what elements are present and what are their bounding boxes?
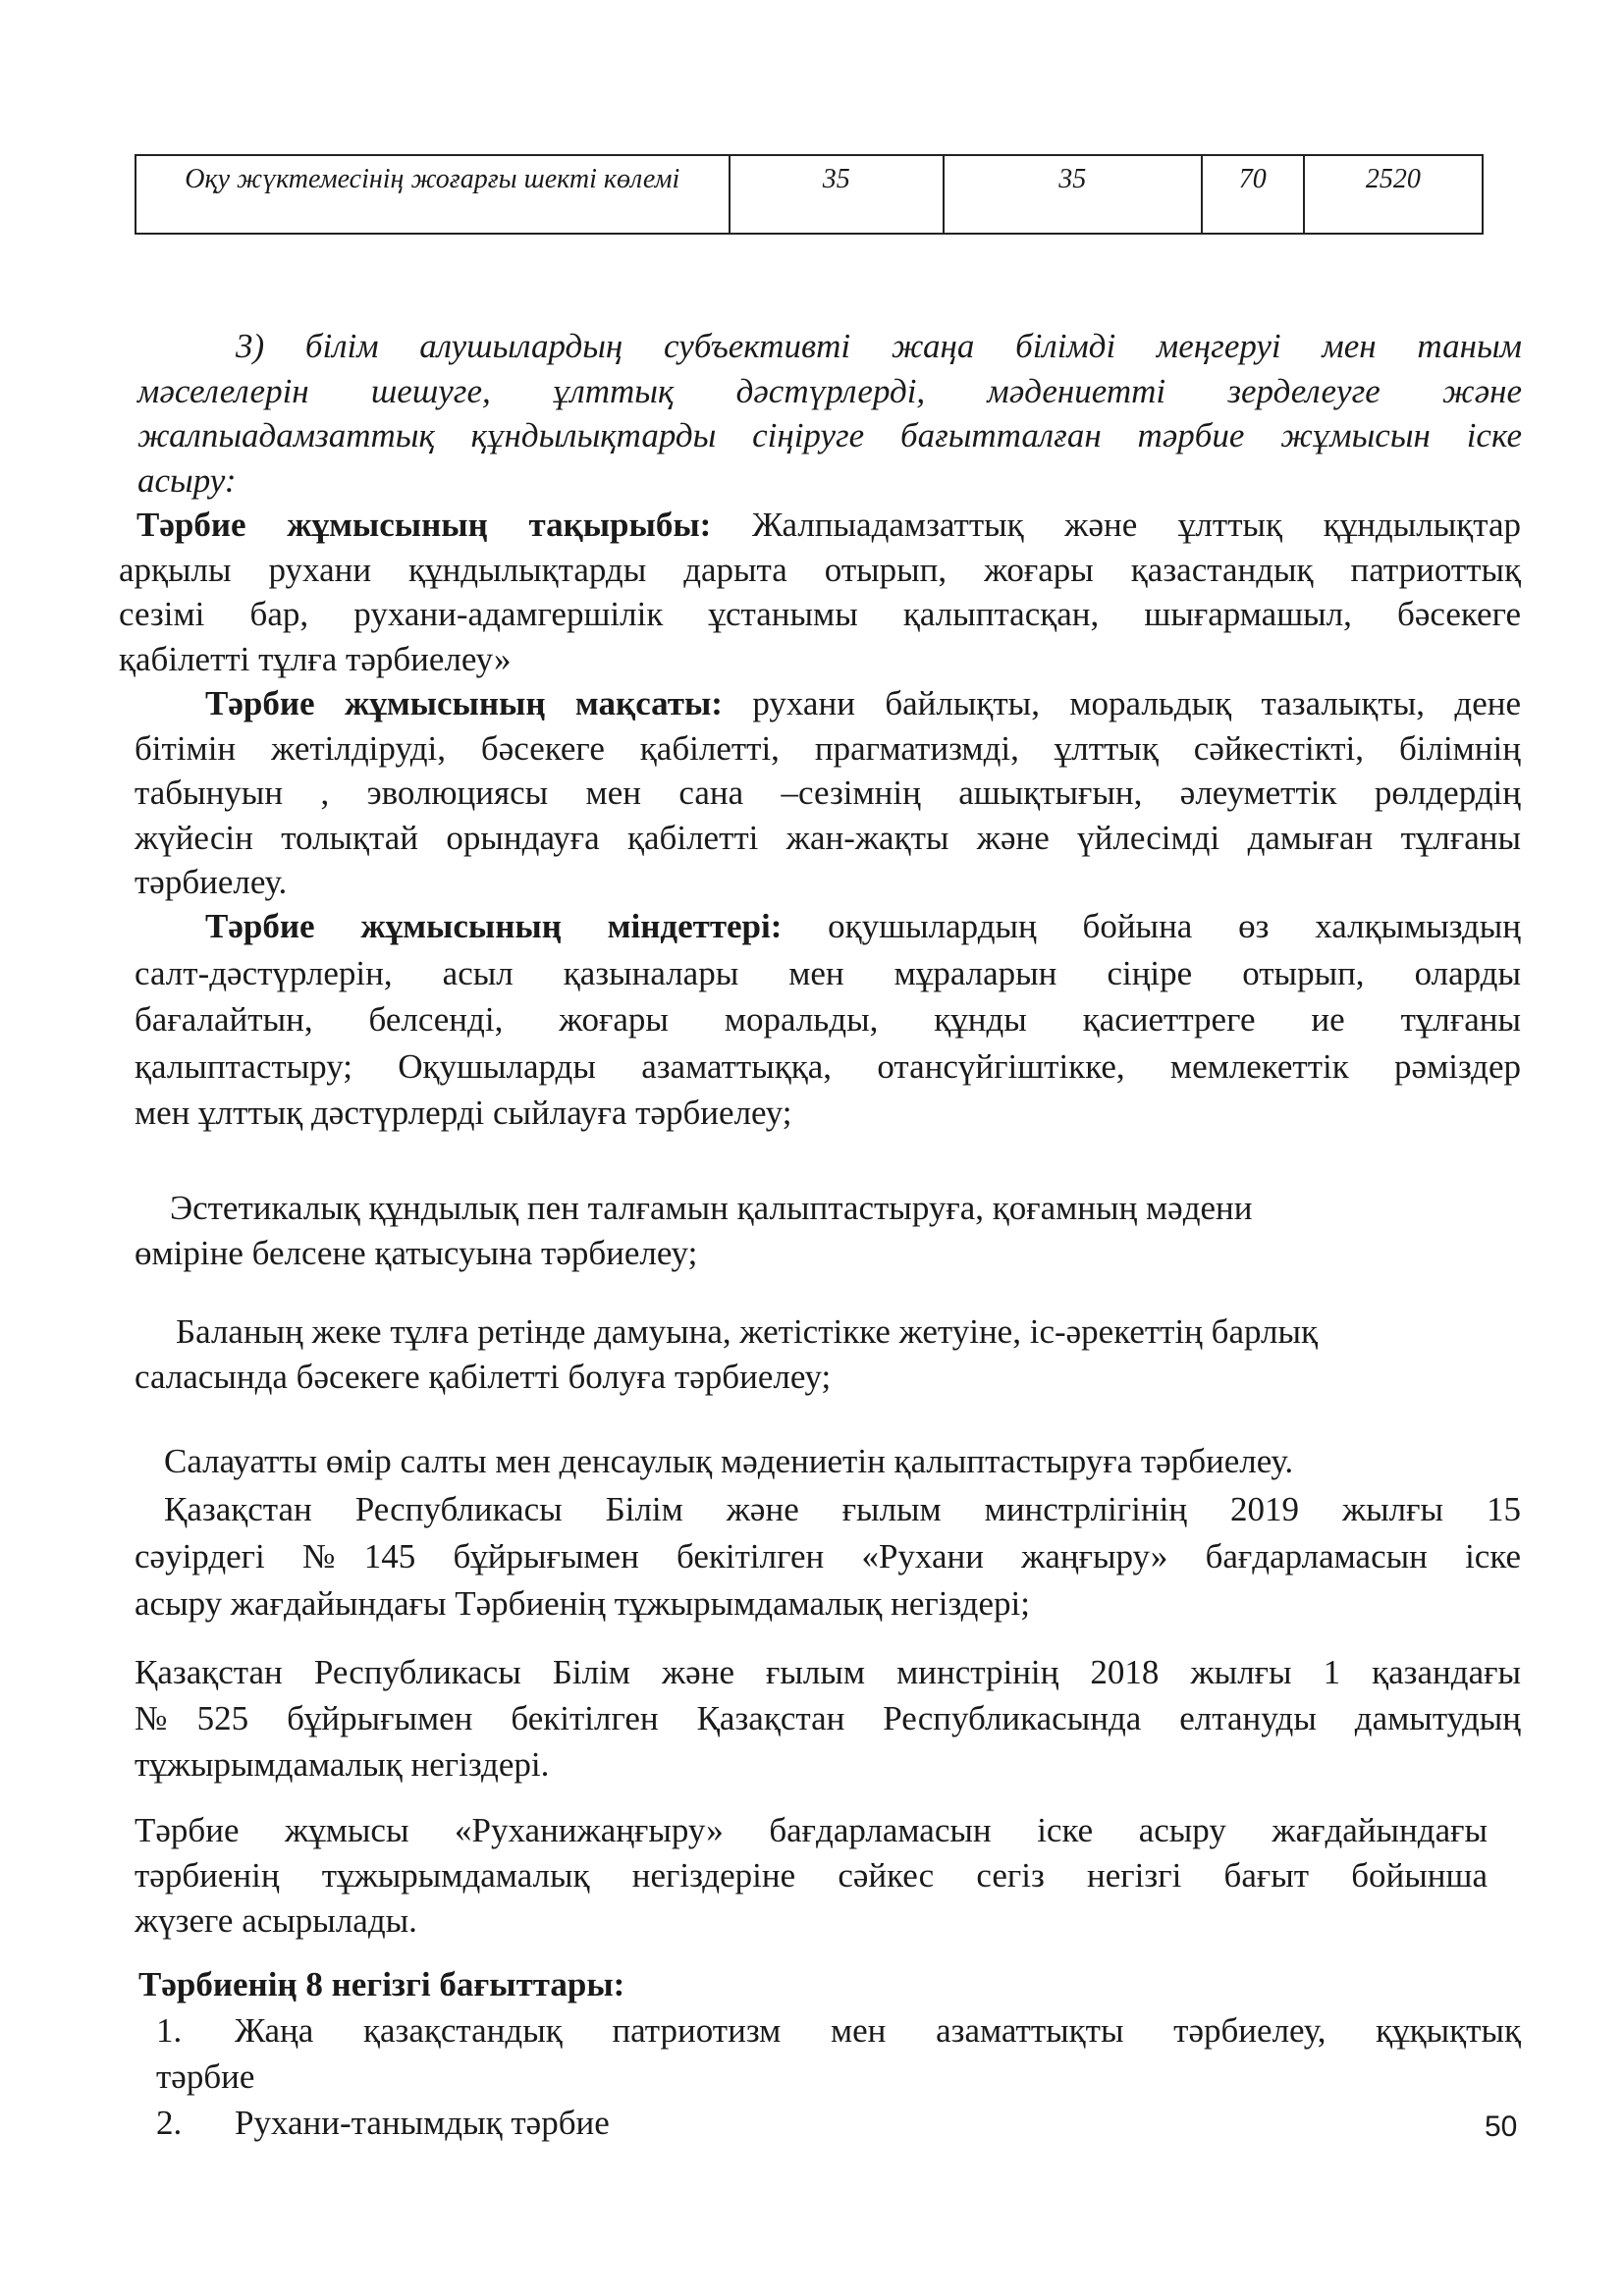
text-line: арқылы рухани құндылықтарды дарыта отырып, жоғары қазастандық патриоттық [119, 550, 1521, 589]
text-line: қабілетті тұлға тәрбиелеу» [119, 639, 512, 678]
text-line: сезімі бар, рухани-адамгершілік ұстанымы қалыптасқан, шығармашыл, бәсекеге [119, 595, 1521, 633]
text-line: жалпыадамзаттық құндылықтарды сіңіруге бағытталған тәрбие жұмысын іске [137, 416, 1522, 454]
aesthetic-paragraph [135, 1186, 1411, 1275]
health-paragraph [164, 1439, 1519, 1484]
text-line: Қазақстан Республикасы Білім және ғылым минстрлігінің 2019 жылғы 15 [164, 1490, 1521, 1528]
text-line: табынуын , эволюциясы мен сана –сезімнің ашықтығын, әлеуметтік рөлдердің [135, 774, 1521, 812]
text-line: асыру: [137, 460, 237, 500]
text-line: тәрбие [156, 2057, 255, 2096]
text-line [135, 681, 1521, 726]
table-cell: 2520 [1304, 155, 1483, 234]
goal-text: рухани байлықты, моральдық тазалықты, дене [722, 684, 1521, 722]
theme-heading: Тәрбие жұмысының тақырыбы: [136, 506, 712, 544]
text-line: тұжырымдамалық негіздері. [135, 1745, 550, 1784]
page-number: 50 [1485, 2110, 1518, 2143]
child-paragraph [135, 1309, 1489, 1399]
list-number: 1. [156, 2011, 183, 2050]
text-line: Баланың жеке тұлға ретінде дамуына, жетістікке жетуіне, іс-әрекеттің барлық [176, 1312, 1319, 1351]
table-cell-label: Оқу жүктемесінің жоғарғы шекті көлемі [135, 155, 730, 234]
directions-heading-text: Тәрбиенің 8 негізгі бағыттары: [138, 1965, 625, 2003]
tasks-paragraph [135, 903, 1521, 1137]
text-line: тәрбиелеу. [135, 863, 288, 901]
directions-section [135, 1961, 1521, 2146]
text-line [135, 903, 1521, 950]
text-line: өміріне белсене қатысуына тәрбиелеу; [135, 1233, 698, 1272]
text-line: жүйесін толықтай орындауға қабілетті жан-жақты және үйлесімді дамыған тұлғаны [135, 818, 1521, 857]
table-cell: 70 [1202, 155, 1304, 234]
text-line: салт-дәстүрлерін, асыл қазыналары мен мұраларын сіңіре отырып, оларды [135, 953, 1521, 992]
work-paragraph [135, 1808, 1488, 1944]
list-item-text: Рухани-танымдық тәрбие [235, 2104, 610, 2142]
theme-paragraph [119, 503, 1521, 681]
list-item [135, 2007, 1521, 2054]
text-line: жүзеге асырылады. [135, 1901, 417, 1940]
theme-text: Жалпыадамзаттық және ұлттық құндылықтар [711, 506, 1522, 544]
list-item-text: Жаңа қазақстандық патриотизм мен азаматтықты тәрбиелеу, құқықтық [235, 2011, 1521, 2050]
goal-paragraph [135, 681, 1521, 905]
text-line: Тәрбие жұмысы «Руханижаңғыру» бағдарламасын іске асыру жағдайындағы [135, 1811, 1488, 1849]
text-line: мәселелерін шешуге, ұлттық дәстүрлерді, мәдениетті зерделеуге және [137, 371, 1522, 410]
text-line: Қазақстан Республикасы Білім және ғылым минстрінің 2018 жылғы 1 қазандағы [135, 1653, 1521, 1691]
text-line: 3) білім алушылардың субъективті жаңа білімді меңгеруі мен таным [236, 327, 1522, 365]
table-cell: 35 [944, 155, 1202, 234]
list-number: 2. [156, 2104, 183, 2142]
table-cell: 35 [730, 155, 944, 234]
workload-table [135, 154, 1484, 235]
text-line: сәуірдегі №145 бұйрығымен бекітілген «Рухани жаңғыру» бағдарламасын іске [135, 1537, 1521, 1575]
directions-heading [135, 1961, 1521, 2007]
tasks-text: оқушылардың бойына өз халқымыздың [782, 907, 1521, 945]
text-line: мен ұлттық дәстүрлерді сыйлауға тәрбиелеу; [135, 1094, 792, 1132]
text-line: қалыптастыру; Оқушыларды азаматтыққа, отансүйгіштікке, мемлекеттік рәміздер [135, 1046, 1521, 1086]
text-line: Салауатты өмір салты мен денсаулық мәдениетін қалыптастыруға тәрбиелеу. [164, 1442, 1294, 1480]
text-line: саласында бәсекеге қабілетті болуға тәрбиелеу; [135, 1357, 832, 1396]
text-line: Эстетикалық құндылық пен талғамын қалыптастыруға, қоғамның мәдени [170, 1189, 1253, 1227]
paragraph-3 [137, 324, 1522, 503]
order-2018-paragraph [135, 1649, 1521, 1788]
list-item [135, 2100, 1521, 2146]
text-line: тәрбиенің тұжырымдамалық негіздеріне сәйкес сегіз негізгі бағыт бойынша [135, 1856, 1488, 1895]
text-line [119, 503, 1521, 548]
table-row [135, 155, 1483, 234]
text-line: бағалайтын, белсенді, жоғары моральды, құнды қасиеттреге ие тұлғаны [135, 1000, 1521, 1039]
text-line: №525 бұйрығымен бекітілген Қазақстан Республикасында елтануды дамытудың [135, 1699, 1521, 1737]
text-line: асыру жағдайындағы Тәрбиенің тұжырымдамалық негіздері; [135, 1584, 1030, 1623]
order-2019-paragraph [135, 1486, 1521, 1628]
goal-heading: Тәрбие жұмысының мақсаты: [205, 684, 723, 722]
text-line: бітімін жетілдіруді, бәсекеге қабілетті, прагматизмді, ұлттық сәйкестікті, білімнің [135, 728, 1521, 768]
tasks-heading: Тәрбие жұмысының міндеттері: [205, 907, 783, 945]
